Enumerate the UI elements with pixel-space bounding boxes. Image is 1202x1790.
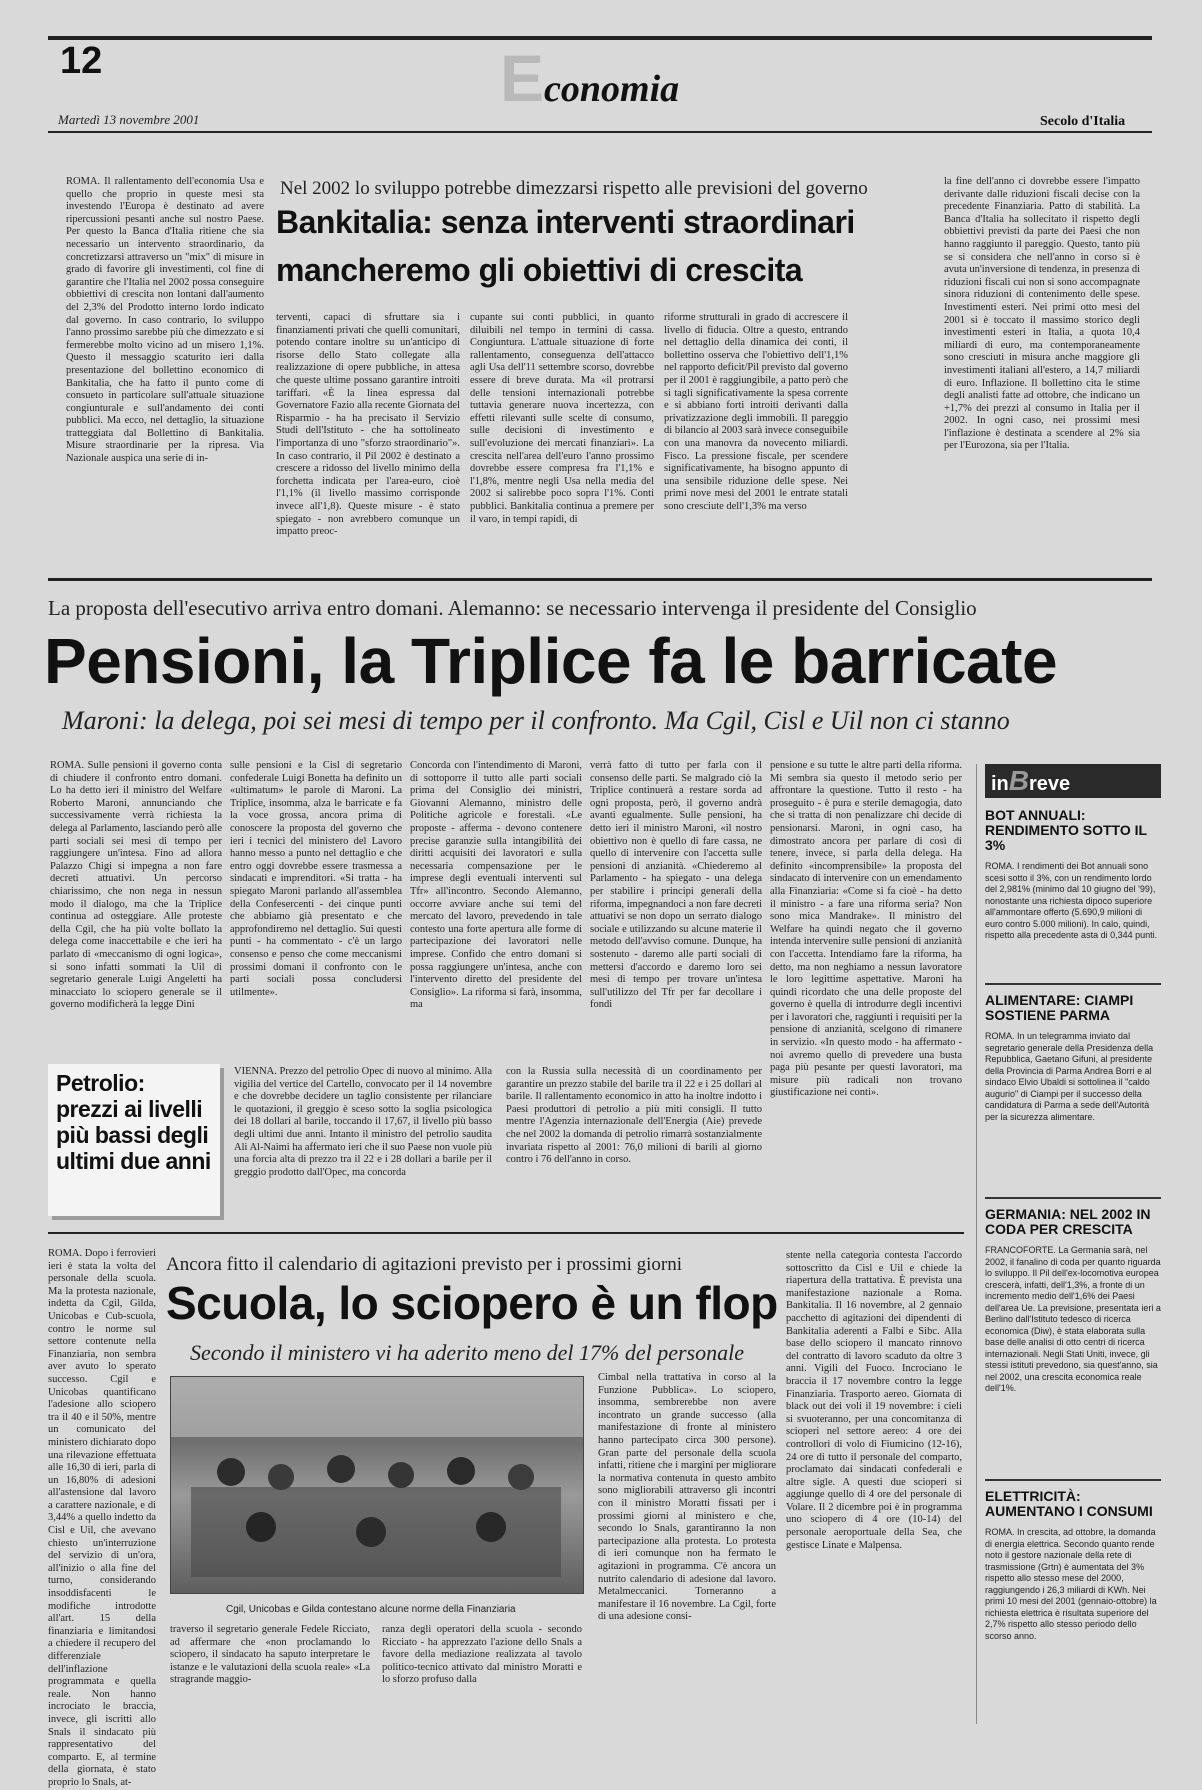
scuola-photo-caption: Cgil, Unicobas e Gilda contestano alcune norme della Finanziaria: [226, 1604, 516, 1615]
bankitalia-col-4: riforme strutturali in grado di accrescere il livello di fiducia. Oltre a questo, entrando nel dettaglio della dinamica dei conti, il bollettino osserva che l'obiettivo dell'1,1% nel rapporto deficit/Pil previsto dal governo per il 2001 è raggiungibile, a patto però che si tagli significativamente la spesa corrente e si abbiano forti introiti derivanti dalla privatizzazione degli immobili. Il pareggio di bilancio al 2003 sarà invece conseguibile con una manovra da novecento miliardi. Fisco. La pressione fiscale, per scendere significativamente, ha bisogno appunto di una sensibile riduzione delle spese. Nei primi nove mesi del 2001 le entrate statali sono cresciute dell'1,3% ma verso: [664, 312, 848, 512]
brief-body: ROMA. In un telegramma inviato dal segretario generale della Presidenza della Repubblica, Gaetano Gifuni, al presidente della Provincia di Parma Andrea Borri e al sindaco Elvio Ubaldi si sottolinea il "caldo augurio" di Ciampi per il successo della candidatura di Parma a sede dell'Autorità per la sicurezza alimentare.: [985, 1031, 1154, 1122]
pensioni-headline: Pensioni, la Triplice fa le barricate: [44, 625, 1058, 697]
bankitalia-col-5: la fine dell'anno ci dovrebbe essere l'impatto derivante dalle riduzioni fiscali decise con la precedente Finanziaria. Patto di stabilità. La Banca d'Italia ha sollecitato il rispetto degli obbiettivi previsti da parte dei Paesi che non hanno raggiunto il pareggio. Questo, tanto più se si considera che nell'anno in corso si è avuta un'inversione di tendenza, in presenza di riduzioni fiscali cui non si sono accompagnate sinora riduzioni di contenimento delle spese. Investimenti esteri. Nei primi otto mesi del 2001 si è toccato il massimo storico degli investimenti esteri in Italia, a quota 10,4 miliardi di euro, ma contemporaneamente sono cresciuti in misura anche maggiore gli investimenti italiani all'estero, a 14,7 miliardi di euro. Inflazione. Il bollettino cita le stime degli analisti fatte ad ottobre, che indicano un +1,7% dei prezzi al consumo in Italia per il 2002. In ogni caso, nei prossimi mesi l'inflazione è destinata a scendere al 2% sia per l'Eurozona, sia per l'Italia.: [944, 176, 1140, 452]
brief-divider: [985, 983, 1161, 985]
brief-headline: BOT ANNUALI: RENDIMENTO SOTTO IL 3%: [985, 807, 1147, 853]
in-breve-prefix: in: [991, 773, 1009, 795]
brief-item: [985, 1489, 1161, 1677]
bankitalia-col-1: ROMA. Il rallentamento dell'economia Usa e quello che proprio in queste mesi sta investendo l'Europa è destinato ad avere ripercussioni pesanti anche sul nostro Paese. Per questo la Banca d'Italia ritiene che sia necessario un intervento straordinario, da concretizzarsi attraverso un "mix" di misure in grado di favorire gli investimenti, col fine di garantire che l'Italia nel 2002 possa conseguire obbiettivi di crescita non lontani dall'aumento del 2,3% del Prodotto interno lordo indicato dal governo. In caso contrario, lo sviluppo l'anno prossimo sarebbe più che dimezzato e si fermerebbe molto vicino ad un misero 1,1%. Questo il messaggio scaturito ieri dalla presentazione del bollettino economico di Bankitalia, che ha fatto il punto come di consueto in particolare sull'attuale situazione congiunturale e sull'andamento dei conti pubblici. Ma ecco, nel dettaglio, la situazione tratteggiata dal Bollettino di Bankitalia. Misure straordinarie per la ripresa. Via Nazionale auspica una serie di in-: [66, 176, 264, 465]
bankitalia-headline-2: mancheremo gli obiettivi di crescita: [276, 252, 803, 288]
scuola-col-2: traverso il segretario generale Fedele Ricciato, ad affermare che «non proclamando lo sciopero, il sindacato ha saputo interpretare le istanze e le valutazioni della scuola reale» «La stragrande maggio-: [170, 1624, 370, 1686]
pensioni-col-4: verrà fatto di tutto per farla con il consenso delle parti. Se malgrado ciò la Triplice continuerà a restare sorda ad ogni proposta, però, il governo andrà avanti egualmente. Sulle pensioni, ha detto ieri il ministro Maroni, «il nostro obiettivo non è quello di fare cassa, ne quello di intervenire con l'accetta sulle pensioni di anzianità. «Chiederemo al Parlamento - ha spiegato - una delega per stabilire i principi generali della riforma, impegnandoci a non fare decreti attuativi se non dopo un serrato dialogo sociale e utilizzando su alcune materie il metodo dell'avviso comune. Dunque, ha sostenuto - daremo alle parti sociali di mettersi d'accordo e daremo loro sei mesi di tempo per trovare un'intesa sull'utilizzo del Tfr per far decollare i fondi: [590, 760, 763, 1011]
brief-headline: ELETTRICITÀ: AUMENTANO I CONSUMI: [985, 1488, 1153, 1519]
pensioni-col-2: sulle pensioni e la Cisl di segretario confederale Luigi Bonetta ha definito un «ultimatum» le parole di Maroni. La Triplice, insomma, alza le barricate e fa la voce grossa, ancora prima di conoscere la proposta del governo che ieri i tecnici del ministero del Lavoro hanno messo a punto nel dettaglio e che entro oggi dovrebbe essere trasmessa a sindacati e imprenditori. «Si tratta - ha spiegato Maroni parlando all'assemblea della Confesercenti - dei cinque punti che abbiamo già presentato e che approfondiremo nel dettaglio. Sui questi punti - ha commentato - c'è un largo consenso e penso che come meccanismi prossimi domani il confronto con le parti sociali possa concludersi utilmente».: [230, 760, 402, 998]
section-title-initial: E: [500, 41, 545, 115]
bankitalia-col-2: terventi, capaci di sfruttare sia i finanziamenti privati che quelli comunitari, potendo contare inoltre su un'anticipo di risorse dello Stato collegate alla realizzazione di opere pubbliche, in attesa che queste ultime possano garantire introiti tariffari. «È la linea espressa dal Governatore Fazio alla recente Giornata del Risparmio - ha ha precisato il Servizio Studi dell'Istituto - che ha sottolineato l'importanza di uno "sforzo straordinario"». In caso contrario, il Pil 2002 è destinato a crescere a ridosso del livello minimo della forchetta indicata per l'area-euro, cioè l'1,1% (il livello massimo corrisponde invece all'1,8). Queste misure - è stato spiegato - non avrebbero comunque un impatto preoc-: [276, 312, 460, 538]
petrolio-headline-box: [48, 1064, 220, 1216]
petrolio-col-2: con la Russia sulla necessità di un coordinamento per garantire un prezzo stabile del barile tra il 22 e i 25 dollari al barile. Il rallentamento economico in atto ha inoltre indotto i Paesi produttori di petrolio a più miti consigli. Il tutto mentre l'Agenzia internazionale dell'Energia (Aie) prevede che nel 2002 la domanda di petrolio rimarrà sostanzialmente invariata rispetto al 2001: 76,0 milioni di barili al giorno contro i 76 dell'anno in corso.: [506, 1066, 762, 1166]
scuola-col-5: stente nella categoria contesta l'accordo sottoscritto da Cisl e Uil e chiede la riapertura della trattativa. È prevista una manifestazione nazionale a Roma. Bankitalia. Il 16 novembre, al 2 gennaio pacchetto di agitazioni dei dipendenti di Bankitalia aderenti a Falbi e Sibc. Alla base dello sciopero il mancato rinnovo del contratto di lavoro scaduto da oltre 3 anni. Vigili del Fuoco. Incrociano le braccia il 17 novembre contro la legge Finanziaria. Trasporto aereo. Giornata di black out dei voli il 19 novembre: i cieli si svuoteranno, per una concomitanza di scioperi nel settore aereo: 4 ore dei controllori di volo di Fiumicino (12-16), 24 ore di tutto il personale del comparto, proclamato dai sindacati confederali e altre sigle. A questi due scioperi si aggiunge quello di 4 ore del personale di Volare. Il 2 dicembre poi è in programma uno sciopero di 4 ore (10-14) del personale aeroportuale della Sea, che gestisce Linate e Malpensa.: [786, 1250, 962, 1551]
in-breve-initial: B: [1008, 765, 1030, 796]
scuola-photo: [170, 1376, 584, 1594]
petrolio-bottom-rule: [48, 1232, 964, 1234]
pensioni-subhead: Maroni: la delega, poi sei mesi di tempo per il confronto. Ma Cgil, Cisl e Uil non ci stanno: [62, 706, 1010, 735]
bankitalia-kicker: Nel 2002 lo sviluppo potrebbe dimezzarsi rispetto alle previsioni del governo: [280, 178, 868, 199]
issue-date: Martedì 13 novembre 2001: [58, 112, 200, 127]
scuola-subhead: Secondo il ministero vi ha aderito meno del 17% del personale: [190, 1340, 744, 1365]
top-rule: [48, 36, 1152, 40]
brief-headline: ALIMENTARE: CIAMPI SOSTIENE PARMA: [985, 992, 1134, 1023]
brief-body: ROMA. In crescita, ad ottobre, la domanda di energia elettrica. Secondo quanto rende noto il gestore nazionale della rete di trasmissione (Grtn) è aumentata del 3% rispetto allo stesso mese del 2000, raggiungendo i 26,3 miliardi di KWh. Nei primi 10 mesi del 2001 (gennaio-ottobre) la richiesta elettrica è risultata superiore del 2,7% rispetto allo stesso periodo dello scorso anno.: [985, 1527, 1157, 1641]
classroom-image: [171, 1377, 583, 1593]
pensioni-col-1: ROMA. Sulle pensioni il governo conta di chiudere il confronto entro domani. Lo ha detto ieri il ministro del Welfare Roberto Maroni, annunciando che successivamente verrà richiesta la delega al Parlamento, lasciando però alle parti sociali sei mesi di tempo per raggiungere un'intesa. Fino ad allora Palazzo Chigi si impegna a non fare decreti attuativi. Un percorso chiarissimo, che non nega in nessun modo il dialogo, ma che la Triplice continua ad osteggiare. Alle proteste della Cgil, che ha più volte bollato la delega come inaccettabile e che ieri ha parlato di «meccanismo di ogni logica», si sono infatti sommati la Uil di segretario generale Luigi Angeletti ha minacciato lo sciopero generale se il governo modificherà la legge Dini: [50, 760, 223, 1011]
bankitalia-bottom-rule: [48, 578, 1152, 581]
bankitalia-col-3: cupante sui conti pubblici, in quanto diluibili nel tempo in termini di cassa. Congiuntura. L'attuale situazione di forte rallentamento, conseguenza dell'attacco agli Usa dell'11 settembre scorso, dovrebbe essere di breve durata. Ma «il protrarsi delle tensioni internazionali potrebbe tuttavia generare nuova incertezza, con effetti rilevanti sulle scelte di consumo, sulle decisioni di investimento e sull'evoluzione dei mercati finanziari». La crescita nell'area dell'euro l'anno prossimo dovrebbe essere compresa fra l'1,1% e l'1,8%, mentre negli Usa nella media del 2002 si salirebbe poco sopra l'1%. Conti pubblici. Bankitalia continua a premere per il varo, in tempi rapidi, di: [470, 312, 654, 525]
brief-divider: [985, 1197, 1161, 1199]
pensioni-col-5: pensione e su tutte le altre parti della riforma. Mi sembra sia questo il metodo serio per affrontare la questione. Tutto il resto - ha proseguito - è pura e sterile demagogia, dato che si tratta di non penalizzare chi decide di pensionarsi. Maroni, in ogni caso, ha dimostrato ancora per parlare di così di tenere, invece, si parla della delega. Ha definito «incomprensibile» la proposta del sindacato di intervenire con un emendamento alla Finanziaria: «Come si fa cioè - ha detto il ministro - a fare una riforma seria? Non sono mica Mandrake». Il ministro del Welfare ha quindi negato che il governo intenda intervenire sulle pensioni di anzianità con l'accetta. Intendiamo fare la riforma, ha detto, ma non neghiamo a nessun lavoratore le loro legittime aspettative. Maroni ha quindi ricordato che una delle proposte del governo è quella di introdurre degli incentivi per i lavoratori che, raggiunti i requisiti per la pensione di anzianità, scelgono di rimanere in servizio. «In questo modo - ha affermato - noi avremo quello di prevedere una busta paga più pesante per questi lavoratori, ma misure più radicali non trovano giustificazione nei conti».: [770, 760, 962, 1099]
page-number: 12: [60, 40, 103, 82]
brief-item: [985, 1207, 1161, 1467]
petrolio-col-1: VIENNA. Prezzo del petrolio Opec di nuovo al minimo. Alla vigilia del vertice del Cartello, convocato per il 14 novembre e che dovrebbe decidere un taglio consistente per rilanciare le quotazioni, il greggio è sceso sotto la soglia psicologica dei 18 dollari al barile, toccando il 17,67, il livello più basso degli ultimi due anni. Intanto il ministro del petrolio saudita Ali Al-Naimi ha affermato ieri che il suo Paese non vuole più una forcia alta di prezzo tra il 22 e i 28 dollari a barile per il greggio prodotto dall'Opec, ma concorda: [234, 1066, 492, 1178]
brief-body: FRANCOFORTE. La Germania sarà, nel 2002, il fanalino di coda per quanto riguarda lo sviluppo. Il Pil dell'ex-locomotiva europea crescerà, infatti, dell'1,3%, a fronte di un incremento medio dell'1,6% dei Paesi dell'area Ue. La previsione, presentata ieri a Berlino dall'Istituto tedesco di ricerca economica (Diw), è stata elaborata sulla base delle analisi di otto centri di ricerca internazionali. Negli Stati Uniti, invece, gli stessi istituti prevedono, sia quest'anno, sia nel 2002, una crescita economica reale dell'1%.: [985, 1245, 1161, 1393]
brief-item: [985, 808, 1161, 971]
bankitalia-headline-1: Bankitalia: senza interventi straordinari: [276, 204, 855, 240]
brief-body: ROMA. I rendimenti dei Bot annuali sono scesi sotto il 3%, con un rendimento lordo del 2,981% (minimo dal 10 giugno del '99), nonostante una richiesta dipoco superiore all'ammontare offerto (5.690,9 milioni di euro contro 5.000 milioni). In calo, quindi, rispetto alla precedente asta di 0,344 punti.: [985, 861, 1158, 940]
scuola-col-3: ranza degli operatori della scuola - secondo Ricciato - ha apprezzato l'azione dello Snals a favore della mediazione realizzata al tavolo politico-tecnico attivato dal ministro Moratti e lo sforzo profuso dalla: [382, 1624, 582, 1686]
scuola-col-1: ROMA. Dopo i ferrovieri ieri è stata la volta del personale della scuola. Ma la protesta nazionale, indetta da Cgil, Gilda, Unicobas e Cub-scuola, contro le norme sul settore contenute nella Finanziaria, non sembra aver avuto lo sperato successo. Cgil e Unicobas quantificano l'adesione allo sciopero tra il 40 e il 50%, mentre un comunicato del ministero dichiarato dopo una rilevazione effettuata alle 16,30 di ieri, parla di un 16,80% di adesioni all'astensione dal lavoro a carattere nazionale, e di 3,44% a quello indetto da Cisl e Uil, che avevano chiesto un'interruzione del servizio di un'ora, all'inizio o alla fine del turno, considerando insoddisfacenti le modifiche introdotte all'art. 15 della finanziaria e limitandosi a chiedere il recupero del differenziale dell'inflazione programmata e quella reale. Non hanno incrociato le braccia, invece, gli iscritti allo Snals il sindacato più rappresentativo del comparto. E, al termine della giornata, è stato proprio lo Snals, at-: [48, 1248, 156, 1788]
pensioni-kicker: La proposta dell'esecutivo arriva entro domani. Alemanno: se necessario intervenga il presidente del Consiglio: [48, 596, 977, 620]
scuola-col-4: Cimbal nella trattativa in corso al la Funzione Pubblica». Lo sciopero, insomma, sembrerebbe non avere incontrato un grande successo (alla manifestazione di fronte al ministero hanno partecipato circa 300 persone). Gran parte del personale della scuola infatti, ritiene che i margini per migliorare la normativa contenuta in questo ambito sono migliorabili attraverso gli incontri con il ministro Moratti fissati per i prossimi giorni al ministero e che, secondo lo Snals, garantiranno la non partecipazione alla protesta. Lo protesta di ieri comunque non ha fermato le agitazioni in programma. C'è ancora un nutrito calendario di adesione dal lavoro. Metalmeccanici. Torneranno a manifestare il 16 novembre. La Cgil, forte di una adesione consi-: [598, 1372, 776, 1623]
pensioni-col-3: Concorda con l'intendimento di Maroni, di sottoporre il tutto alle parti sociali prima del Consiglio dei ministri, Giovanni Alemanno, ministro delle Politiche agricole e forestali. «Le proposte - afferma - devono contenere precise garanzie sulla intangibilità dei diritti acquisiti dei lavoratori e sulla necessaria compensazione per le imprese degli eventuali interventi sul Tfr» all'incontro. Secondo Alemanno, occorre avviare anche sui temi del mercato del lavoro, prevedendo in tale contesto una forte apertura alle forme di partecipazione dei lavoratori nelle imprese. Confido che entro domani si possa raggiungere un'intesa, anche con l'intervento diretto del presidente del Consiglio». La riforma si farà, insomma, ma: [410, 760, 582, 1011]
brief-headline: GERMANIA: NEL 2002 IN CODA PER CRESCITA: [985, 1206, 1151, 1237]
brief-divider: [985, 1479, 1161, 1481]
scuola-kicker: Ancora fitto il calendario di agitazioni previsto per i prossimi giorni: [166, 1254, 683, 1275]
newspaper-name: Secolo d'Italia: [1040, 114, 1126, 129]
scuola-headline: Scuola, lo sciopero è un flop: [166, 1277, 778, 1329]
section-title: [500, 41, 680, 118]
petrolio-headline: Petrolio: prezzi ai livelli più bassi degli ultimi due anni: [56, 1070, 211, 1174]
in-breve-rest: reve: [1029, 773, 1071, 795]
masthead-rule: [48, 131, 1152, 133]
in-breve-banner: [985, 764, 1161, 798]
brief-item: [985, 993, 1161, 1185]
section-title-rest: conomia: [544, 68, 680, 110]
in-breve-column: [976, 764, 1161, 1724]
